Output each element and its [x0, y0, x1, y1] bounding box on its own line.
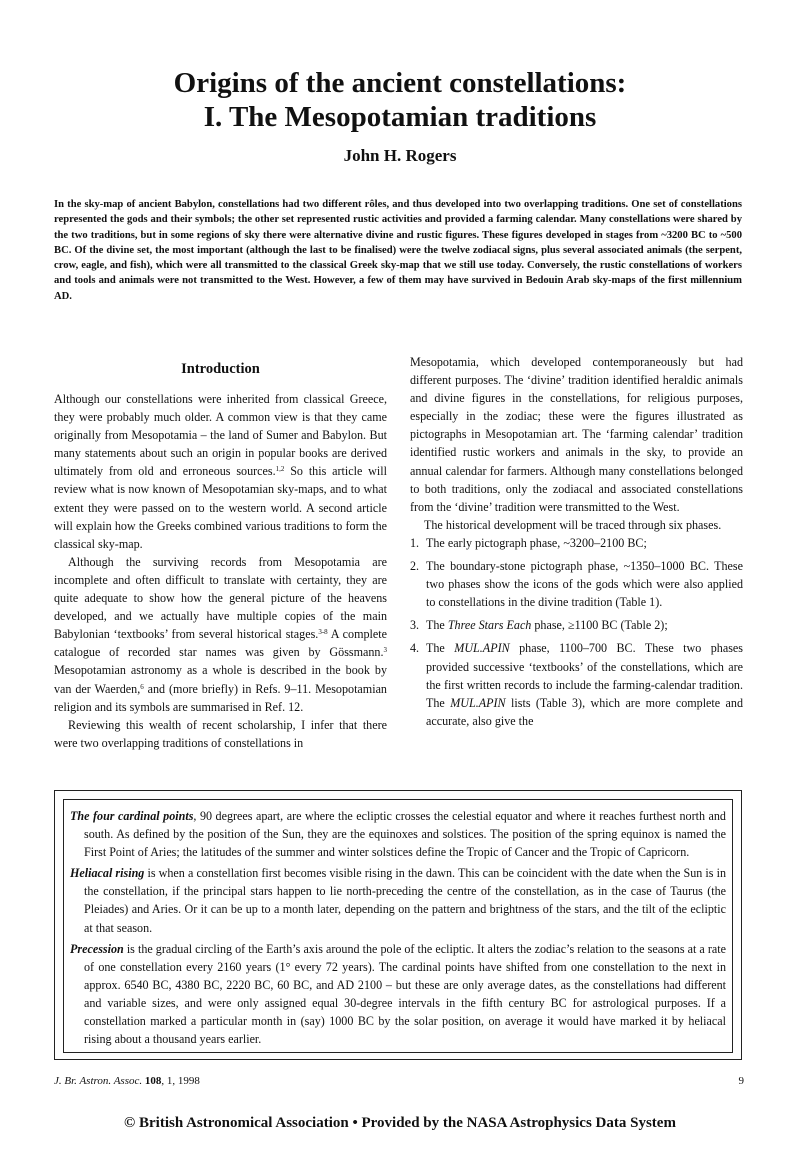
definition-term: Heliacal rising — [70, 866, 145, 881]
definitions-box — [54, 790, 742, 1060]
definition-term: Precession — [70, 941, 124, 956]
section-heading-introduction: Introduction — [181, 361, 260, 377]
intro-paragraph-4: Mesopotamia, which developed contemporaneously but had different purposes. The ‘divine’ tradition identified heraldic animals and divine figures in the constellations, for religious purposes, especially in the zodiac; these were the figures illustrated as pictographs in Mesopotamian art. The ‘farming calendar’ tradition identified rustic workers and animals in the sky, to provide an annual calendar for farmers. Although many constellations belonged to both traditions, only the zodiacal and associated constellations from the ‘divine’ tradition were transmitted to the West. — [410, 355, 743, 514]
title-line-1: Origins of the ancient constellations: — [173, 67, 627, 99]
definition-heliacal-rising: Heliacal rising is when a constellation first becomes visible rising in the dawn. This can be coincident with the date when the Sun is in the constellation, if the principal stars happen to lie north-preceding the centre of the constellation, as in the case of Taurus (the Pleiades) and Aries. Or it can be up to a month later, depending on the pattern and brightness of the stars, and the tilt of the ecliptic at that season. — [70, 866, 726, 935]
definition-precession: Precession is the gradual circling of the Earth’s axis around the pole of the ecliptic. It alters the zodiac’s relation to the seasons at a rate of one constellation every 2160 years (1° every 72 years). The cardinal points have shifted from one constellation to the next in approx. 6540 BC, 4380 BC, 2220 BC, 60 BC, and AD 2100 – but these are only average dates, as the constellations had different and variable sizes, and were only assigned equal 30-degree intervals in the fifth century BC for astrological purposes. If a constellation marked a particular month in (say) 1000 BC by the solar position, on average it would have marked it by heliacal rising about a thousand years earlier. — [70, 941, 726, 1047]
reference-superscript: 3-8 — [318, 628, 328, 637]
reference-superscript: 6 — [140, 682, 144, 691]
definition-term: The four cardinal points — [70, 809, 194, 823]
abstract: In the sky-map of ancient Babylon, constellations had two different rôles, and thus developed into two overlapping traditions. One set of constellations represented the gods and their symbols; the other set represented rustic activities and provided a farming calendar. Many constellations were shared by the two traditions, but in some regions of sky there were alternative divine and rustic figures. These figures developed in stages from ~3200 BC to ~500 BC. Of the divine set, the most important (although the last to be finalised) were the twelve zodiacal signs, plus several associated animals (the serpent, crow, eagle, and fish), which were all transmitted to the classical Greek sky-map that we still use today. Conversely, the rustic constellations of workers and tools and animals were not transmitted to the West. However, a few of them may have survived in Bedouin Arab sky-maps of the first millennium AD. — [54, 199, 742, 302]
author-name: John H. Rogers — [343, 146, 457, 165]
intro-paragraph-3: Reviewing this wealth of recent scholarship, I infer that there were two overlapping traditions of constellations in — [54, 717, 387, 750]
phase-item: 2. The boundary-stone pictograph phase, ~1350–1000 BC. These two phases show the icons of the gods which were also applied to constellations in the divine tradition (Table 1). — [410, 559, 743, 610]
definition-cardinal-points: The four cardinal points, 90 degrees apart, are where the ecliptic crosses the celestial equator and where it reaches furthest north and south. As defined by the position of the Sun, they are the equinoxes and solstices. The position of the spring equinox is named the First Point of Aries; the latitudes of the summer and winter solstices define the Tropic of Cancer and the Tropic of Capricorn. — [70, 809, 726, 860]
intro-paragraph-5: The historical development will be traced through six phases. — [424, 517, 722, 532]
copyright-line: © British Astronomical Association • Provided by the NASA Astrophysics Data System — [124, 1115, 676, 1131]
page-number: 9 — [738, 1075, 744, 1087]
reference-superscript: 3 — [383, 646, 387, 655]
phase-list — [410, 534, 743, 730]
definitions-box-inner — [63, 799, 733, 1053]
phase-item: 4. The MUL.APIN phase, 1100–700 BC. These two phases provided successive ‘textbooks’ of the constellations, which are the first written records to include the farming-calendar tradition. The MUL.APIN lists (Table 3), which are more complete and accurate, also give the — [410, 641, 744, 728]
journal-citation: J. Br. Astron. Assoc. 108, 1, 1998 — [54, 1075, 200, 1087]
left-column — [54, 353, 387, 752]
reference-superscript: 1,2 — [275, 465, 285, 474]
article-title — [0, 66, 800, 134]
intro-paragraph-1: Although our constellations were inherited from classical Greece, they were probably much older. A common view is that they came originally from Mesopotamia – the land of Sumer and Babylon. But many statements about such an origin in popular books are derived ultimately from old and erroneous sources.$^{1,2}$ So this article will review what is now known of Mesopotamian sky-maps, and to what extent they were passed on to the western world. A second article will explain how the Greeks combined various traditions to form the classical sky-map. — [54, 392, 387, 551]
title-line-2: I. The Mesopotamian traditions — [203, 101, 597, 133]
phase-item: 1. The early pictograph phase, ~3200–2100 BC; — [410, 535, 647, 550]
phase-item: 3. The Three Stars Each phase, ≥1100 BC (Table 2); — [410, 618, 668, 633]
intro-paragraph-2: Although the surviving records from Mesopotamia are incomplete and often difficult to translate with certainty, they are quite adequate to show how the general picture of the heavens developed, and we actually have multiple copies of the main Babylonian ‘textbooks’ from several historical stages.$^{3-8}$ A complete catalogue of recorded star names was given by Gössmann.$^3$ Mesopotamian astronomy as a whole is described in the book by van der Waerden,$^6$ and (more briefly) in Refs. 9–11. Mesopotamian religion and its symbols are summarised in Ref. 12. — [54, 554, 387, 714]
right-column — [410, 353, 743, 735]
